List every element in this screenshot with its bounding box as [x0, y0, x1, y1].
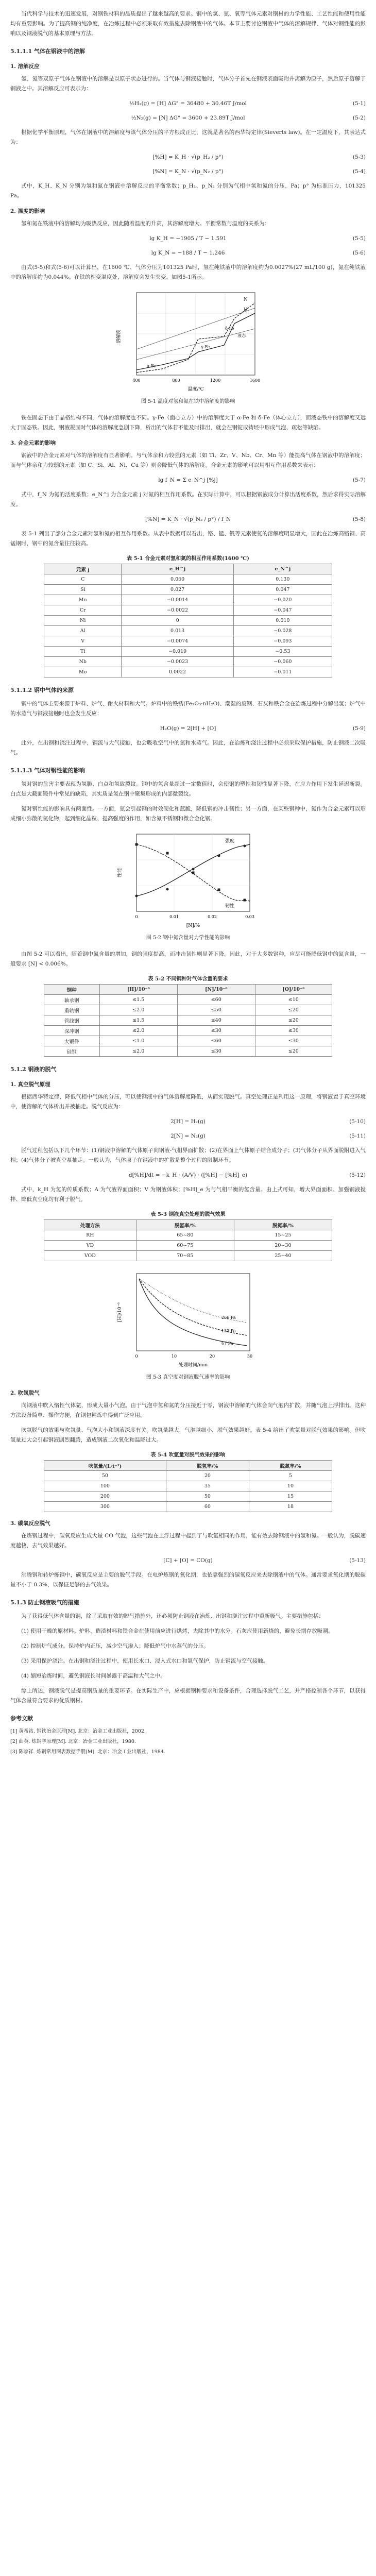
x-tick: 800: [172, 378, 180, 383]
subheading-argon: 2. 吹氩脱气: [10, 1390, 40, 1396]
table-cell: 100: [44, 1481, 166, 1492]
table-header-row: [44, 1461, 332, 1471]
phase-label: 液态: [237, 333, 246, 338]
x-axis-label: [N]/%: [186, 923, 200, 928]
x-tick: 0.02: [208, 914, 217, 919]
table-cell: VD: [44, 1241, 136, 1251]
paragraph: 氢和氮在铁液中的溶解均为吸热反应，因此随着温度的升高，其溶解度增大。平衡常数与温度的关系为：: [21, 221, 270, 227]
table-row: [44, 1241, 332, 1251]
table-row: [44, 595, 332, 605]
table-header-cell: [O]/10⁻⁶: [255, 985, 332, 995]
subheading-decarburization: 3. 碳氧反应脱气: [10, 1520, 50, 1527]
y-axis-label: [H]/10⁻⁶: [117, 1302, 123, 1322]
x-tick: 0: [135, 1354, 138, 1359]
table-cell: ≤20: [255, 1015, 332, 1026]
table-row: [44, 1251, 332, 1261]
table-cell: −0.0023: [122, 657, 233, 667]
intro-paragraph: 当代科学与技术的迅速发展，对钢铁材料的品质提出了越来越高的要求。钢中的氢、氮、氧等气体元素对钢材的力学性能、工艺性能和使用性能均有重要影响。为了提高钢的纯净度，在冶炼过程中必须采取有效措施去除钢液中的气体。本节主要讨论钢液中气体的溶解规律、气体对钢性能的影响以及钢液脱气的基本原理与方法。: [10, 11, 366, 37]
subheading-vacuum: 1. 真空脱气原理: [10, 1081, 50, 1088]
table-header-cell: 脱氢率/%: [136, 1220, 234, 1230]
table-caption: 表 5-4 吹氩量对脱气效果的影响: [150, 1452, 226, 1458]
section-heading-dissolution: 5.1.1.1 气体在钢液中的溶解: [10, 48, 85, 55]
paragraph: 吹氩脱气的效果与吹氩量、气泡大小和钢液深度有关。吹氩量越大，气泡越细小，脱气效果越好。表 5-4 给出了吹氩量对脱气效果的影响。但吹氩量过大会引起钢液剧烈翻腾，造成钢液二次氧化和温降过大。: [10, 1427, 366, 1443]
paragraph: 沸腾钢和转炉炼钢中，碳氧反应是主要的脱气手段。在电炉炼钢的氧化期，也依靠强烈的碳氧反应来去除钢液中的气体。通常要求氧化期的脱碳量不小于 0.3%，以保证足够的去气效果。: [10, 1572, 366, 1588]
equation: [10, 113, 366, 123]
table-cell: Ni: [44, 616, 122, 626]
subheading-temperature: 2. 温度的影响: [10, 208, 45, 214]
equation-text: [%H] = K_H · √(p_H₂ / p°): [152, 154, 224, 160]
table-header-row: [44, 1220, 332, 1230]
table-cell: RH: [44, 1230, 136, 1241]
table-cell: ≤40: [177, 1015, 255, 1026]
equation: [10, 248, 366, 258]
table-cell: −0.53: [233, 647, 332, 657]
curve-label: 强度: [225, 839, 235, 844]
table-cell: Mo: [44, 667, 122, 677]
table-header-cell: 脱氮率/%: [234, 1220, 332, 1230]
curve-label: 133 Pa: [221, 1329, 236, 1333]
table-header-cell: 脱氢率/%: [166, 1461, 249, 1471]
figure-vacuum-rate: [111, 1268, 265, 1371]
plot-frame: [136, 1274, 250, 1351]
paragraph: 式中，K_H、K_N 分别为氢和氮在钢液中溶解反应的平衡常数；p_H₂、p_N₂ 分别为气相中氢和氮的分压，Pa；p° 为标准压力，101325 Pa。: [10, 183, 366, 199]
y-axis-label: 性能: [117, 868, 123, 878]
figure-caption: 图 5-2 钢中氮含量对力学性能的影响: [146, 935, 230, 941]
paragraph: 根据西华特定律，降低气相中气体的分压，可以使钢液中的气体溶解度降低，从而实现脱气。真空处理正是利用这一原理，将钢液置于真空环境中，使溶解的气体析出并被抽走。脱气反应为：: [10, 1094, 366, 1110]
table-row: [44, 1230, 332, 1241]
table-cell: 0.010: [233, 616, 332, 626]
table-cell: ≤1.5: [99, 995, 177, 1005]
curve-label: 韧性: [225, 904, 235, 909]
table-argon-effect: [44, 1460, 332, 1512]
section-heading-prevention: 5.1.3 防止钢液吸气的措施: [10, 1599, 79, 1606]
equation-text: [C] + [O] = CO(g): [163, 1557, 213, 1564]
table-cell: −0.020: [233, 595, 332, 605]
equation-text: lg f_N = Σ e_N^j [%j]: [158, 477, 218, 483]
x-tick: 0: [135, 914, 138, 919]
section-heading-sources: 5.1.1.2 钢中气体的来源: [10, 687, 74, 693]
table-row: [44, 626, 332, 636]
x-tick: 1200: [210, 378, 221, 383]
equation-text: H₂O(g) = 2[H] + [O]: [160, 725, 216, 732]
table-row: [44, 605, 332, 616]
table-cell: 0.047: [233, 585, 332, 595]
curve-label: N: [244, 297, 248, 302]
paragraph: 表 5-1 列出了部分合金元素对氢和氮的相互作用系数。从表中数据可以看出，铬、锰、钒等元素使氮的溶解度明显增大，因此在冶炼高铬钢、高锰钢时，钢中的氮含量往往较高。: [10, 531, 366, 547]
table-header-cell: [H]/10⁻⁶: [99, 985, 177, 995]
table-interaction-coefficients: [44, 564, 332, 677]
table-cell: 60~75: [136, 1241, 234, 1251]
subheading-reaction: 1. 溶解反应: [10, 63, 40, 70]
equation-text: d[%H]/dt = −k_H · (A/V) · ([%H] − [%H]_e): [128, 1172, 248, 1178]
table-header-cell: 吹氩量/(L·t⁻¹): [44, 1461, 166, 1471]
equation-number: (5-10): [349, 1118, 366, 1125]
table-cell: 轴承钢: [44, 995, 100, 1005]
table-cell: 60: [166, 1502, 249, 1512]
table-cell: ≤50: [177, 1005, 255, 1015]
x-tick: 0.01: [169, 914, 179, 919]
table-cell: 65~80: [136, 1230, 234, 1241]
subheading-alloy: 3. 合金元素的影响: [10, 440, 56, 446]
equation-number: (5-11): [349, 1133, 366, 1139]
figure-caption: 图 5-1 温度对氢和氮在铁中溶解度的影响: [141, 399, 235, 404]
table-cell: Ti: [44, 647, 122, 657]
table-header-cell: e_H^j: [122, 564, 233, 574]
table-cell: −0.093: [233, 636, 332, 647]
equation-text: lg K_H = −1905 / T − 1.591: [149, 235, 227, 242]
x-tick: 400: [132, 378, 141, 383]
table-cell: −0.0074: [122, 636, 233, 647]
table-cell: −0.0014: [122, 595, 233, 605]
table-cell: ≤30: [255, 1026, 332, 1036]
paragraph: 钢液中的合金元素对气体的溶解度有显著影响。与气体亲和力较强的元素（如 Ti、Zr、V、Nb、Cr、Mn 等）能提高气体在钢液中的溶解度；而与气体亲和力较弱的元素（如 C、Si、Al、Ni、Cu 等）则会降低气体的溶解度。合金元素的影响可以用相互作用系数来表示：: [10, 452, 366, 468]
table-cell: 25~40: [234, 1251, 332, 1261]
reference-item: [3] 陈家祥. 炼钢常用图表数据手册[M]. 北京：冶金工业出版社，1984.: [10, 1749, 165, 1755]
equation-number: (5-4): [352, 168, 366, 175]
paragraph: 脱气过程包括以下几个环节：(1)钢液中溶解的气体原子向钢液-气相界面扩散；(2)在界面上气体原子结合成分子；(3)气体分子从界面脱附进入气相；(4)气体分子被真空泵抽走。一般认为，气体原子在钢液中的扩散是整个过程的限制环节。: [10, 1147, 366, 1163]
equation-number: (5-13): [349, 1557, 366, 1564]
y-axis-label: 溶解度: [116, 329, 122, 344]
table-cell: V: [44, 636, 122, 647]
table-cell: 0.060: [122, 574, 233, 585]
paragraph: 为了获得低气体含量的钢，除了采取有效的脱气措施外，还必须防止钢液在冶炼、出钢和浇注过程中重新吸气。主要措施包括：: [21, 1613, 324, 1619]
table-cell: C: [44, 574, 122, 585]
table-cell: 重轨钢: [44, 1005, 100, 1015]
table-cell: ≤2.0: [99, 1026, 177, 1036]
figure-nitrogen-properties: [111, 829, 265, 932]
table-row: [44, 1036, 332, 1046]
equation-text: [%N] = K_N · √(p_N₂ / p°): [152, 168, 224, 175]
table-row: [44, 667, 332, 677]
table-cell: ≤30: [255, 1036, 332, 1046]
equation-text: 2[H] = H₂(g): [170, 1118, 206, 1125]
equation: [10, 1556, 366, 1565]
paragraph: (2) 控制炉气成分。保持炉内正压，减少空气渗入；降低炉气中水蒸气的分压。: [21, 1643, 209, 1649]
equation: [10, 1171, 366, 1180]
equation: [10, 152, 366, 162]
table-row: [44, 1502, 332, 1512]
equation-number: (5-2): [352, 115, 366, 121]
paragraph: 由式(5-5)和式(5-6)可以计算出，在1600 ℃、气体分压为101325 Pa时，氢在纯铁液中的溶解度约为0.0027%(27 mL/100 g)，氮在纯铁液中的溶解度约为0.044%。在铁的相变温度处，溶解度会发生突变，如图5-1所示。: [10, 264, 366, 280]
x-axis-label: 温度/℃: [187, 387, 204, 392]
table-cell: 0: [122, 616, 233, 626]
equation: [10, 167, 366, 176]
table-cell: 深冲钢: [44, 1026, 100, 1036]
table-cell: −0.019: [122, 647, 233, 657]
table-row: [44, 1481, 332, 1492]
equation-number: (5-7): [352, 477, 366, 483]
table-row: [44, 647, 332, 657]
table-row: [44, 636, 332, 647]
figure-caption: 图 5-3 真空度对钢液脱气速率的影响: [146, 1375, 230, 1380]
table-cell: 5: [249, 1471, 332, 1481]
equation-number: (5-6): [352, 250, 366, 256]
table-header-cell: 元素 j: [44, 564, 122, 574]
table-cell: 0.013: [122, 626, 233, 636]
paragraph: 式中，f_N 为氮的活度系数；e_N^j 为合金元素 j 对氮的相互作用系数。在实际计算中，可以根据钢液成分计算出活度系数，然后求得实际溶解度。: [10, 492, 366, 507]
table-row: [44, 1026, 332, 1036]
phase-label: δ-Fe: [225, 326, 234, 331]
equation: [10, 234, 366, 243]
equation-number: (5-3): [352, 154, 366, 160]
table-header-cell: [N]/10⁻⁶: [177, 985, 255, 995]
table-cell: 200: [44, 1492, 166, 1502]
paragraph: 氢、氮等双原子气体在钢液中的溶解是以原子状态进行的。当气体与钢液接触时，气体分子首先在钢液表面吸附并离解为原子，然后原子溶解于钢液之中。其溶解反应可表示为：: [10, 76, 366, 92]
table-cell: 35: [166, 1481, 249, 1492]
paragraph: 此外，在出钢和浇注过程中，钢流与大气接触，也会吸收空气中的氮和水蒸气。因此，在冶炼和浇注过程中必须采取保护措施，防止钢液二次吸气。: [10, 740, 366, 756]
equation: [10, 1131, 366, 1141]
paragraph: 氮对钢性能的影响具有两面性。一方面，氮会引起钢的时效硬化和蓝脆，降低钢的冲击韧性；另一方面，在某些钢种中，氮作为合金元素可以形成细小弥散的氮化物，起到细化晶粒、提高强度的作用，如含氮不锈钢和微合金化钢。: [10, 806, 366, 822]
x-tick: 10: [171, 1354, 177, 1359]
paragraph: 氢对钢的危害主要表现为氢脆、白点和氢致裂纹。钢中的氢含量超过一定数值时，会使钢的塑性和韧性显著下降，在应力作用下发生延迟断裂。白点是大截面锻件中常见的缺陷，其实质是氢在钢中聚集形成的内部微裂纹。: [10, 781, 366, 797]
table-cell: 15: [249, 1492, 332, 1502]
reference-item: [2] 曲英. 炼钢学原理[M]. 北京：冶金工业出版社，1980.: [10, 1739, 136, 1744]
table-cell: Nb: [44, 657, 122, 667]
curve-label: 67 Pa: [221, 1341, 233, 1346]
table-cell: ≤60: [177, 1036, 255, 1046]
table-cell: VOD: [44, 1251, 136, 1261]
table-row: [44, 1471, 332, 1481]
table-caption: 表 5-2 不同钢种对气体含量的要求: [148, 976, 228, 982]
x-tick: 30: [247, 1354, 253, 1359]
table-header-row: [44, 985, 332, 995]
table-cell: Cr: [44, 605, 122, 616]
table-cell: 硅钢: [44, 1046, 100, 1057]
equation-text: lg K_N = −188 / T − 1.246: [151, 250, 225, 256]
equation-text: [%N] = K_N · √(p_N₂ / p°) / f_N: [145, 516, 231, 522]
equation: [10, 99, 366, 108]
table-gas-requirements: [44, 984, 332, 1057]
table-cell: −0.028: [233, 626, 332, 636]
table-cell: ≤1.5: [99, 1015, 177, 1026]
phase-label: γ-Fe: [201, 345, 210, 349]
table-row: [44, 616, 332, 626]
document-page: [10, 0, 366, 1756]
curve-label: 266 Pa: [221, 1315, 236, 1320]
paragraph: 钢中的气体主要来源于炉料、炉气、耐火材料和大气。炉料中的铁锈(Fe₂O₃·nH₂O)、潮湿的废钢、石灰和铁合金在冶炼过程中分解出氢；炉气中的水蒸气与钢液接触时也会发生反应：: [10, 701, 366, 717]
table-cell: −0.011: [233, 667, 332, 677]
table-cell: 15~25: [234, 1230, 332, 1241]
table-cell: 0.130: [233, 574, 332, 585]
table-cell: ≤10: [255, 995, 332, 1005]
section-heading-degassing: 5.1.2 钢液的脱气: [10, 1066, 57, 1073]
table-row: [44, 1005, 332, 1015]
table-cell: 50: [44, 1471, 166, 1481]
table-cell: 0.027: [122, 585, 233, 595]
table-cell: 大锻件: [44, 1036, 100, 1046]
table-cell: ≤20: [255, 1046, 332, 1057]
table-row: [44, 995, 332, 1005]
equation: [10, 724, 366, 733]
table-cell: 10: [249, 1481, 332, 1492]
table-row: [44, 1015, 332, 1026]
table-header-cell: 钢种: [44, 985, 100, 995]
equation-text: ½H₂(g) = [H] ΔG° = 36480 + 30.46T J/mol: [129, 100, 247, 107]
paragraph: (4) 缩短冶炼时间，避免钢液长时间暴露于高温和大气之中。: [21, 1673, 166, 1679]
table-cell: 50: [166, 1492, 249, 1502]
equation-number: (5-12): [349, 1172, 366, 1178]
equation: [10, 476, 366, 485]
x-tick: 1600: [249, 378, 261, 383]
paragraph: 式中，k_H 为氢的传质系数；A 为气液界面面积；V 为钢液体积；[%H]_e 为与气相平衡的氢含量。由上式可知，增大界面面积、加强钢液搅拌、降低真空度均有利于脱气。: [10, 1187, 366, 1202]
equation: [10, 515, 366, 524]
x-tick: 20: [209, 1354, 215, 1359]
equation: [10, 1117, 366, 1126]
table-header-cell: e_N^j: [233, 564, 332, 574]
equation-number: (5-5): [352, 235, 366, 242]
equation-text: 2[N] = N₂(g): [170, 1133, 206, 1139]
curve-label: H: [244, 308, 248, 313]
table-cell: 0.0022: [122, 667, 233, 677]
table-cell: 20~30: [234, 1241, 332, 1251]
figure-solubility-temperature: [111, 287, 265, 396]
table-cell: −0.047: [233, 605, 332, 616]
table-cell: Si: [44, 585, 122, 595]
paragraph: (3) 采用保护浇注。在出钢和浇注过程中，使用长水口、浸入式水口和氩气保护，防止钢流与空气接触。: [21, 1658, 269, 1664]
table-vacuum-effect: [44, 1219, 332, 1261]
table-caption: 表 5-3 钢液真空处理的脱气效果: [150, 1212, 226, 1217]
equation-number: (5-8): [352, 516, 366, 522]
paragraph: 根据化学平衡原理，气体在钢液中的溶解度与该气体分压的平方根成正比，这就是著名的西华特定律(Sieverts law)。在一定温度下，其表达式为：: [10, 129, 366, 145]
paragraph: 由图 5-2 可以看出，随着钢中氮含量的增加，钢的强度提高，而冲击韧性则显著下降。因此，对于大多数钢种，应尽可能降低钢中的氮含量，一般要求 [N] < 0.006%。: [10, 951, 366, 967]
x-axis-label: 处理时间/min: [178, 1363, 208, 1368]
paragraph: 在炼钢过程中，碳氧反应生成大量 CO 气泡，这些气泡在上浮过程中起到了与吹氩相同的作用，能有效去除钢液中的氢和氮。一般认为，脱碳速度越快，去气效果越好。: [10, 1533, 366, 1549]
table-row: [44, 574, 332, 585]
table-row: [44, 585, 332, 595]
table-cell: ≤2.0: [99, 1046, 177, 1057]
table-cell: ≤30: [177, 1026, 255, 1036]
table-cell: −0.0022: [122, 605, 233, 616]
paragraph: 铁在固态下由于晶格结构不同，气体的溶解度也不同。γ-Fe（面心立方）中的溶解度大于 α-Fe 和 δ-Fe（体心立方），而液态铁中的溶解度又远大于固态铁。因此，钢液凝固时气体的溶解度急剧下降，析出的气体若不能及时排出，就会在钢锭或铸坯中形成气泡、疏松等缺陷。: [10, 415, 366, 431]
table-header-cell: 处理方法: [44, 1220, 136, 1230]
table-cell: −0.060: [233, 657, 332, 667]
paragraph: (1) 使用干燥的原材料。炉料、造渣材料和铁合金在使用前应进行烘烤，去除其中的水分。石灰应使用新烧的，避免长期存放吸潮。: [21, 1628, 334, 1634]
table-cell: 300: [44, 1502, 166, 1512]
table-cell: Mn: [44, 595, 122, 605]
table-cell: 70~85: [136, 1251, 234, 1261]
table-cell: 18: [249, 1502, 332, 1512]
table-row: [44, 657, 332, 667]
table-cell: 20: [166, 1471, 249, 1481]
equation-text: ½N₂(g) = [N] ΔG° = 3600 + 23.89T J/mol: [131, 115, 245, 121]
table-cell: ≤60: [177, 995, 255, 1005]
table-cell: ≤20: [255, 1005, 332, 1015]
paragraph: 向钢液中吹入惰性气体氩，形成大量小气泡。由于气泡中氢和氮的分压接近于零，钢液中溶解的气体会向气泡内扩散，并随气泡上浮排出。这种方法设备简单、操作方便，在钢包精炼中得到广泛应用。: [10, 1402, 366, 1418]
table-row: [44, 1046, 332, 1057]
reference-item: [1] 黄希祜. 钢铁冶金原理[M]. 北京：冶金工业出版社，2002.: [10, 1728, 146, 1734]
equation-number: (5-1): [352, 100, 366, 107]
references-heading: 参考文献: [10, 1715, 33, 1722]
equation-number: (5-9): [352, 725, 366, 732]
section-heading-effects: 5.1.1.3 气体对钢性能的影响: [10, 767, 85, 774]
table-row: [44, 1492, 332, 1502]
x-tick: 0.03: [245, 914, 254, 919]
phase-label: α-Fe: [147, 364, 156, 368]
table-caption: 表 5-1 合金元素对氢和氮的相互作用系数(1600 ℃): [127, 556, 249, 562]
table-cell: Al: [44, 626, 122, 636]
paragraph: 综上所述，钢液脱气是提高钢质量的重要环节。在实际生产中，应根据钢种要求和设备条件，合理选择脱气工艺，并严格控制各个环节，以获得气体含量符合要求的优质钢材。: [10, 1688, 366, 1704]
table-cell: ≤2.0: [99, 1005, 177, 1015]
table-cell: ≤30: [177, 1046, 255, 1057]
table-header-row: [44, 564, 332, 574]
table-cell: ≤1.0: [99, 1036, 177, 1046]
table-header-cell: 脱氮率/%: [249, 1461, 332, 1471]
table-cell: 管线钢: [44, 1015, 100, 1026]
